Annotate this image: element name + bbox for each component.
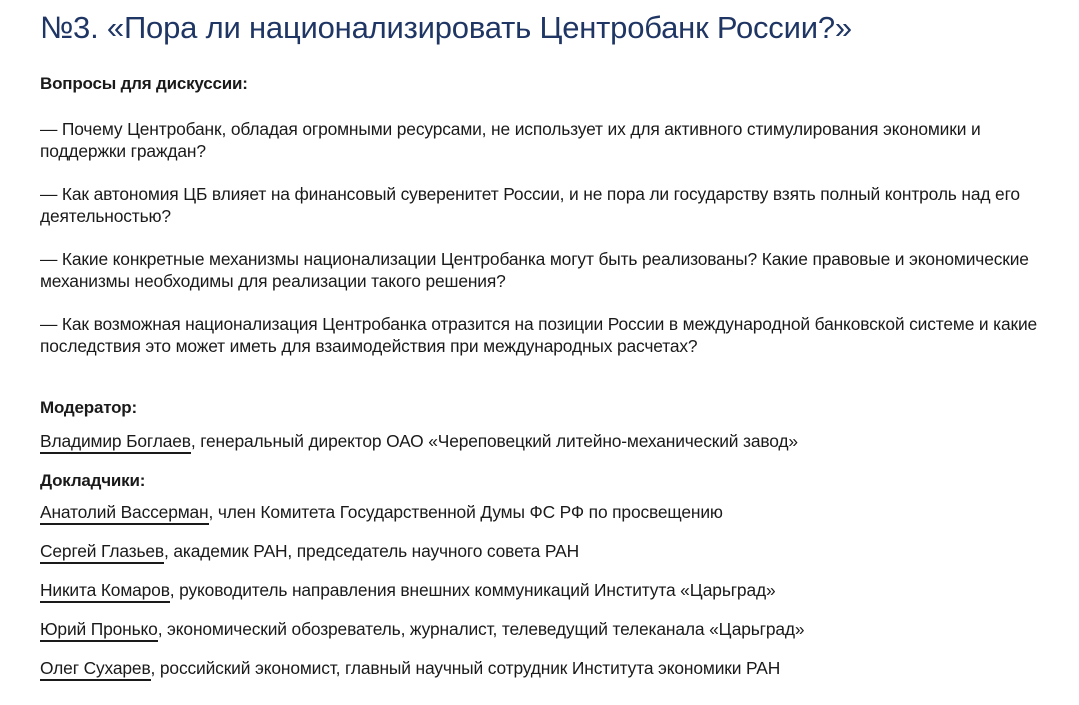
speaker-name-link[interactable]: Юрий Пронько	[40, 619, 158, 642]
discussion-label: Вопросы для дискуссии:	[40, 74, 248, 93]
moderator-role: , генеральный директор ОАО «Череповецкий литейно-механический завод»	[190, 431, 798, 451]
speaker-role: , экономический обозреватель, журналист, телеведущий телеканала «Царьград»	[157, 619, 805, 639]
moderator-name-link[interactable]: Владимир Боглаев	[40, 431, 191, 454]
speaker-role: , академик РАН, председатель научного совета РАН	[164, 541, 579, 561]
speaker-row	[40, 579, 776, 601]
moderator-row	[40, 430, 798, 452]
speaker-row	[40, 540, 579, 562]
speaker-name-link[interactable]: Анатолий Вассерман	[40, 502, 209, 525]
speakers-label: Докладчики:	[40, 471, 146, 490]
speaker-name-link[interactable]: Олег Сухарев	[40, 658, 151, 681]
speaker-row	[40, 501, 723, 523]
speaker-role: , руководитель направления внешних коммуникаций Института «Царьград»	[169, 580, 776, 600]
question-item: — Как автономия ЦБ влияет на финансовый суверенитет России, и не пора ли государству взять полный контроль над его деятельностью?	[40, 184, 1020, 226]
page-title: №3. «Пора ли национализировать Центробанк России?»	[40, 10, 852, 45]
speaker-row	[40, 657, 780, 679]
speaker-role: , член Комитета Государственной Думы ФС РФ по просвещению	[208, 502, 723, 522]
discussion-questions-list	[40, 118, 1065, 378]
speaker-name-link[interactable]: Сергей Глазьев	[40, 541, 164, 564]
speaker-role: , российский экономист, главный научный сотрудник Института экономики РАН	[150, 658, 781, 678]
question-item: — Как возможная национализация Центробанка отразится на позиции России в международной банковской системе и какие последствия это может иметь для взаимодействия при международных расчетах?	[40, 314, 1038, 356]
question-item: — Почему Центробанк, обладая огромными ресурсами, не использует их для активного стимулирования экономики и поддержки граждан?	[40, 119, 981, 161]
speaker-name-link[interactable]: Никита Комаров	[40, 580, 170, 603]
question-item: — Какие конкретные механизмы национализации Центробанка могут быть реализованы? Какие правовые и экономические механизмы необходимы для реализации такого решения?	[40, 249, 1029, 291]
moderator-label: Модератор:	[40, 398, 137, 417]
speaker-row	[40, 618, 804, 640]
